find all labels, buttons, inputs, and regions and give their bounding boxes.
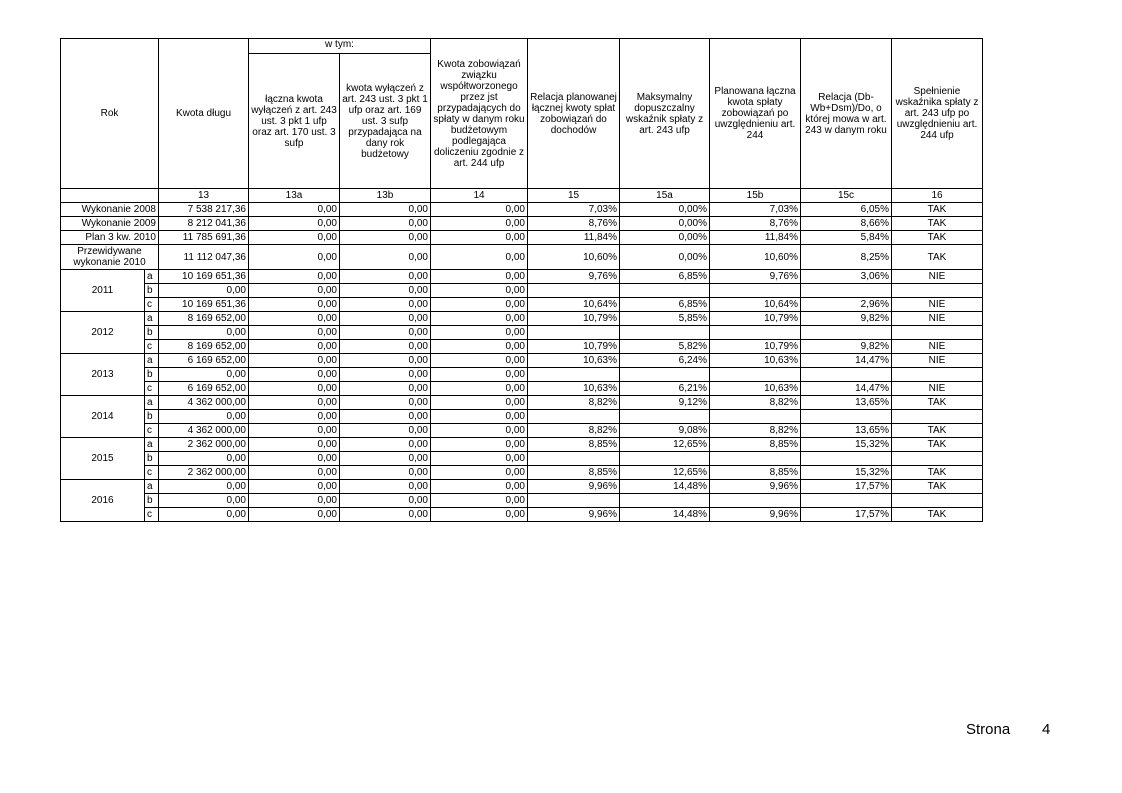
year-label: 2015: [61, 438, 145, 480]
column-number: 15b: [710, 189, 801, 203]
table-cell: 8,82%: [528, 396, 620, 410]
table-cell: 0,00: [431, 203, 528, 217]
table-cell: 0,00: [431, 298, 528, 312]
year-label: 2012: [61, 312, 145, 354]
table-cell: 10,79%: [528, 340, 620, 354]
table-cell: 10,63%: [710, 382, 801, 396]
variant-label: a: [145, 354, 159, 368]
table-row: [61, 231, 983, 245]
table-cell: 0,00: [431, 217, 528, 231]
table-cell: 0,00: [431, 452, 528, 466]
table-cell: 13,65%: [801, 396, 892, 410]
table-cell: 8,85%: [528, 438, 620, 452]
table-row: [61, 298, 983, 312]
variant-label: b: [145, 368, 159, 382]
table-cell: [620, 284, 710, 298]
table-cell: 7,03%: [528, 203, 620, 217]
header-col-16: Spełnienie wskaźnika spłaty z art. 243 ufp po uwzględnieniu art. 244 ufp: [892, 39, 983, 189]
table-cell: 0,00: [340, 270, 431, 284]
table-cell: [710, 284, 801, 298]
year-label: 2014: [61, 396, 145, 438]
table-cell: 10,63%: [528, 354, 620, 368]
table-cell: 8 169 652,00: [159, 340, 249, 354]
table-cell: 0,00: [431, 231, 528, 245]
column-number: 15c: [801, 189, 892, 203]
column-number: 16: [892, 189, 983, 203]
table-cell: 8,82%: [528, 424, 620, 438]
variant-label: a: [145, 312, 159, 326]
wpf-debt-table: [60, 38, 983, 522]
table-cell: [801, 368, 892, 382]
table-cell: 0,00: [340, 494, 431, 508]
table-cell: 0,00: [159, 410, 249, 424]
table-cell: 6,85%: [620, 270, 710, 284]
table-cell: [892, 368, 983, 382]
table-cell: 8,76%: [528, 217, 620, 231]
table-row: [61, 396, 983, 410]
table-cell: 4 362 000,00: [159, 396, 249, 410]
table-cell: 0,00%: [620, 217, 710, 231]
table-cell: 0,00: [249, 245, 340, 270]
table-row: [61, 410, 983, 424]
table-cell: [620, 410, 710, 424]
variant-label: b: [145, 494, 159, 508]
table-cell: TAK: [892, 396, 983, 410]
table-row: [61, 368, 983, 382]
table-cell: [528, 494, 620, 508]
table-cell: TAK: [892, 203, 983, 217]
table-cell: NIE: [892, 312, 983, 326]
year-label: 2013: [61, 354, 145, 396]
table-cell: 10,79%: [528, 312, 620, 326]
table-cell: 9,82%: [801, 312, 892, 326]
table-cell: 0,00: [340, 298, 431, 312]
table-cell: 0,00: [249, 312, 340, 326]
table-cell: 0,00: [431, 245, 528, 270]
row-label: Przewidywane wykonanie 2010: [61, 245, 159, 270]
table-cell: [710, 326, 801, 340]
variant-label: c: [145, 298, 159, 312]
table-cell: 0,00: [340, 326, 431, 340]
table-cell: 0,00: [249, 480, 340, 494]
table-row: [61, 480, 983, 494]
table-cell: 0,00: [431, 382, 528, 396]
table-cell: NIE: [892, 382, 983, 396]
table-cell: [710, 368, 801, 382]
table-cell: [801, 410, 892, 424]
column-number: 14: [431, 189, 528, 203]
table-cell: 0,00: [249, 396, 340, 410]
table-row: [61, 270, 983, 284]
table-cell: 6 169 652,00: [159, 382, 249, 396]
table-cell: TAK: [892, 466, 983, 480]
table-cell: 0,00: [249, 494, 340, 508]
table-cell: 0,00: [340, 217, 431, 231]
table-cell: 0,00: [431, 312, 528, 326]
variant-label: b: [145, 452, 159, 466]
variant-label: c: [145, 382, 159, 396]
header-col-13a: łączna kwota wyłączeń z art. 243 ust. 3 pkt 1 ufp oraz art. 170 ust. 3 sufp: [249, 54, 340, 189]
table-cell: 8,85%: [710, 466, 801, 480]
table-cell: 9,96%: [528, 508, 620, 522]
table-row: [61, 326, 983, 340]
table-cell: 0,00: [431, 354, 528, 368]
column-number-blank: [61, 189, 159, 203]
header-rok: Rok: [61, 39, 159, 189]
table-row: [61, 508, 983, 522]
footer-page-label: Strona: [966, 721, 1011, 738]
table-cell: 0,00: [249, 284, 340, 298]
table-row: [61, 245, 983, 270]
table-cell: 0,00: [431, 424, 528, 438]
table-cell: 0,00: [340, 340, 431, 354]
table-cell: 0,00: [340, 284, 431, 298]
variant-label: b: [145, 284, 159, 298]
column-number: 13a: [249, 189, 340, 203]
table-row: [61, 312, 983, 326]
variant-label: c: [145, 466, 159, 480]
table-cell: 8,66%: [801, 217, 892, 231]
header-col-15a: Maksymalny dopuszczalny wskaźnik spłaty z art. 243 ufp: [620, 39, 710, 189]
table-cell: 0,00: [249, 424, 340, 438]
table-cell: 0,00: [159, 368, 249, 382]
table-cell: 0,00: [340, 438, 431, 452]
table-cell: 10,79%: [710, 340, 801, 354]
table-cell: [801, 494, 892, 508]
table-cell: 10,60%: [528, 245, 620, 270]
table-cell: 6,24%: [620, 354, 710, 368]
table-cell: 0,00: [340, 508, 431, 522]
variant-label: c: [145, 508, 159, 522]
table-cell: 11,84%: [528, 231, 620, 245]
table-cell: [892, 452, 983, 466]
table-cell: 0,00: [431, 326, 528, 340]
table-cell: 0,00: [431, 438, 528, 452]
table-cell: 9,96%: [710, 508, 801, 522]
table-cell: 0,00: [159, 508, 249, 522]
table-cell: 0,00: [340, 245, 431, 270]
table-cell: [710, 410, 801, 424]
table-cell: [620, 368, 710, 382]
table-cell: [528, 368, 620, 382]
table-cell: 8 212 041,36: [159, 217, 249, 231]
table-cell: 0,00: [340, 382, 431, 396]
table-cell: 2 362 000,00: [159, 438, 249, 452]
table-cell: 0,00: [159, 452, 249, 466]
table-row: [61, 382, 983, 396]
table-cell: 0,00: [431, 368, 528, 382]
table-cell: [528, 284, 620, 298]
table-cell: 11 785 691,36: [159, 231, 249, 245]
variant-label: a: [145, 270, 159, 284]
table-cell: 4 362 000,00: [159, 424, 249, 438]
column-number: 15: [528, 189, 620, 203]
table-cell: 9,96%: [528, 480, 620, 494]
table-cell: 0,00: [431, 466, 528, 480]
header-col-13b: kwota wyłączeń z art. 243 ust. 3 pkt 1 ufp oraz art. 169 ust. 3 sufp przypadająca na dany rok budżetowy: [340, 54, 431, 189]
table-cell: [892, 326, 983, 340]
table-cell: 9,96%: [710, 480, 801, 494]
table-cell: 9,82%: [801, 340, 892, 354]
table-cell: [801, 284, 892, 298]
table-row: [61, 438, 983, 452]
table-cell: 0,00: [249, 326, 340, 340]
table-cell: 0,00: [340, 410, 431, 424]
table-cell: 0,00: [431, 480, 528, 494]
table-cell: 11,84%: [710, 231, 801, 245]
table-cell: NIE: [892, 354, 983, 368]
header-kwota-dlugu: Kwota długu: [159, 39, 249, 189]
table-cell: 0,00: [249, 466, 340, 480]
table-cell: 7,03%: [710, 203, 801, 217]
table-cell: 5,84%: [801, 231, 892, 245]
variant-label: c: [145, 340, 159, 354]
table-cell: 0,00: [249, 354, 340, 368]
table-cell: 10 169 651,36: [159, 298, 249, 312]
table-cell: TAK: [892, 424, 983, 438]
table-cell: 0,00: [249, 231, 340, 245]
row-label: Plan 3 kw. 2010: [61, 231, 159, 245]
header-col-15b: Planowana łączna kwota spłaty zobowiązań po uwzględnieniu art. 244: [710, 39, 801, 189]
year-label: 2011: [61, 270, 145, 312]
table-cell: 0,00%: [620, 203, 710, 217]
table-cell: 0,00: [340, 354, 431, 368]
column-number: 15a: [620, 189, 710, 203]
table-cell: 17,57%: [801, 508, 892, 522]
table-cell: [892, 284, 983, 298]
table-cell: [710, 494, 801, 508]
table-cell: 12,65%: [620, 438, 710, 452]
table-cell: 10,64%: [710, 298, 801, 312]
table-cell: 0,00: [249, 382, 340, 396]
year-label: 2016: [61, 480, 145, 522]
header-w-tym: w tym:: [249, 39, 431, 54]
table-cell: 8 169 652,00: [159, 312, 249, 326]
variant-label: a: [145, 438, 159, 452]
variant-label: c: [145, 424, 159, 438]
table-cell: 15,32%: [801, 438, 892, 452]
table-cell: [892, 410, 983, 424]
table-row: [61, 494, 983, 508]
table-cell: 0,00: [249, 298, 340, 312]
table-cell: 15,32%: [801, 466, 892, 480]
table-cell: 10,64%: [528, 298, 620, 312]
table-cell: 0,00%: [620, 231, 710, 245]
table-cell: 0,00: [249, 438, 340, 452]
variant-label: a: [145, 396, 159, 410]
table-row: [61, 217, 983, 231]
table-cell: 9,08%: [620, 424, 710, 438]
table-cell: NIE: [892, 270, 983, 284]
table-cell: 0,00: [249, 203, 340, 217]
footer-page-number: 4: [1042, 721, 1051, 738]
table-cell: 9,76%: [710, 270, 801, 284]
column-number: 13: [159, 189, 249, 203]
table-cell: [528, 326, 620, 340]
table-cell: [620, 452, 710, 466]
row-label: Wykonanie 2008: [61, 203, 159, 217]
table-cell: 2 362 000,00: [159, 466, 249, 480]
table-cell: 3,06%: [801, 270, 892, 284]
table-cell: 0,00: [431, 340, 528, 354]
table-cell: 10,63%: [528, 382, 620, 396]
table-cell: TAK: [892, 480, 983, 494]
table-cell: TAK: [892, 438, 983, 452]
table-cell: 8,76%: [710, 217, 801, 231]
table-cell: [710, 452, 801, 466]
table-cell: 14,47%: [801, 354, 892, 368]
table-cell: 0,00: [340, 396, 431, 410]
column-number-row: [61, 189, 983, 203]
table-cell: 0,00: [159, 494, 249, 508]
table-cell: 14,48%: [620, 508, 710, 522]
table-cell: TAK: [892, 231, 983, 245]
table-cell: 8,25%: [801, 245, 892, 270]
table-row: [61, 284, 983, 298]
variant-label: b: [145, 410, 159, 424]
table-cell: 0,00: [431, 396, 528, 410]
table-cell: 14,48%: [620, 480, 710, 494]
table-cell: 0,00: [249, 340, 340, 354]
table-cell: 9,76%: [528, 270, 620, 284]
table-cell: 0,00: [431, 494, 528, 508]
row-label: Wykonanie 2009: [61, 217, 159, 231]
table-cell: 0,00: [340, 424, 431, 438]
table-cell: 0,00: [431, 270, 528, 284]
table-cell: TAK: [892, 508, 983, 522]
table-cell: 6,21%: [620, 382, 710, 396]
column-number: 13b: [340, 189, 431, 203]
table-cell: 0,00: [431, 284, 528, 298]
table-cell: 0,00: [249, 368, 340, 382]
table-cell: 6 169 652,00: [159, 354, 249, 368]
table-cell: 13,65%: [801, 424, 892, 438]
header-col-15c: Relacja (Db-Wb+Dsm)/Do, o której mowa w art. 243 w danym roku: [801, 39, 892, 189]
table-cell: 2,96%: [801, 298, 892, 312]
table-cell: 5,85%: [620, 312, 710, 326]
table-cell: 8,82%: [710, 396, 801, 410]
table-cell: [892, 494, 983, 508]
table-cell: 0,00: [249, 270, 340, 284]
table-cell: TAK: [892, 217, 983, 231]
table-cell: 0,00: [340, 368, 431, 382]
table-cell: 8,82%: [710, 424, 801, 438]
table-cell: 5,82%: [620, 340, 710, 354]
table-cell: 6,05%: [801, 203, 892, 217]
table-cell: 0,00: [340, 480, 431, 494]
table-cell: 8,85%: [528, 466, 620, 480]
table-row: [61, 203, 983, 217]
table-cell: 17,57%: [801, 480, 892, 494]
table-cell: 0,00: [249, 217, 340, 231]
table-cell: 0,00: [340, 231, 431, 245]
table-cell: 0,00%: [620, 245, 710, 270]
table-cell: 8,85%: [710, 438, 801, 452]
table-cell: 0,00: [340, 312, 431, 326]
table-cell: 7 538 217,36: [159, 203, 249, 217]
table-cell: TAK: [892, 245, 983, 270]
table-cell: NIE: [892, 340, 983, 354]
table-cell: [620, 326, 710, 340]
table-row: [61, 466, 983, 480]
table-cell: 6,85%: [620, 298, 710, 312]
table-cell: 0,00: [159, 284, 249, 298]
table-cell: 0,00: [249, 410, 340, 424]
table-cell: 0,00: [340, 466, 431, 480]
table-row: [61, 452, 983, 466]
table-cell: [620, 494, 710, 508]
table-cell: [528, 410, 620, 424]
variant-label: a: [145, 480, 159, 494]
table-cell: 0,00: [159, 326, 249, 340]
table-body: [61, 203, 983, 522]
table-cell: 0,00: [431, 410, 528, 424]
table-cell: 10,63%: [710, 354, 801, 368]
header-col-15: Relacja planowanej łącznej kwoty spłat zobowiązań do dochodów: [528, 39, 620, 189]
table-cell: 0,00: [249, 452, 340, 466]
table-cell: 10,60%: [710, 245, 801, 270]
table-cell: 0,00: [159, 480, 249, 494]
header-col-14: Kwota zobowiązań związku współtworzonego przez jst przypadających do spłaty w danym roku budżetowym podlegająca doliczeniu zgodnie z art. 244 ufp: [431, 39, 528, 189]
table-row: [61, 340, 983, 354]
table-cell: 0,00: [431, 508, 528, 522]
table-cell: [528, 452, 620, 466]
table-cell: NIE: [892, 298, 983, 312]
table-cell: [801, 326, 892, 340]
table-cell: 10,79%: [710, 312, 801, 326]
table-cell: 0,00: [340, 203, 431, 217]
table-cell: 0,00: [249, 508, 340, 522]
table-cell: 9,12%: [620, 396, 710, 410]
table-cell: 14,47%: [801, 382, 892, 396]
table-row: [61, 354, 983, 368]
table-cell: 10 169 651,36: [159, 270, 249, 284]
variant-label: b: [145, 326, 159, 340]
table-cell: [801, 452, 892, 466]
table-cell: 11 112 047,36: [159, 245, 249, 270]
table-row: [61, 424, 983, 438]
table-cell: 12,65%: [620, 466, 710, 480]
table-cell: 0,00: [340, 452, 431, 466]
